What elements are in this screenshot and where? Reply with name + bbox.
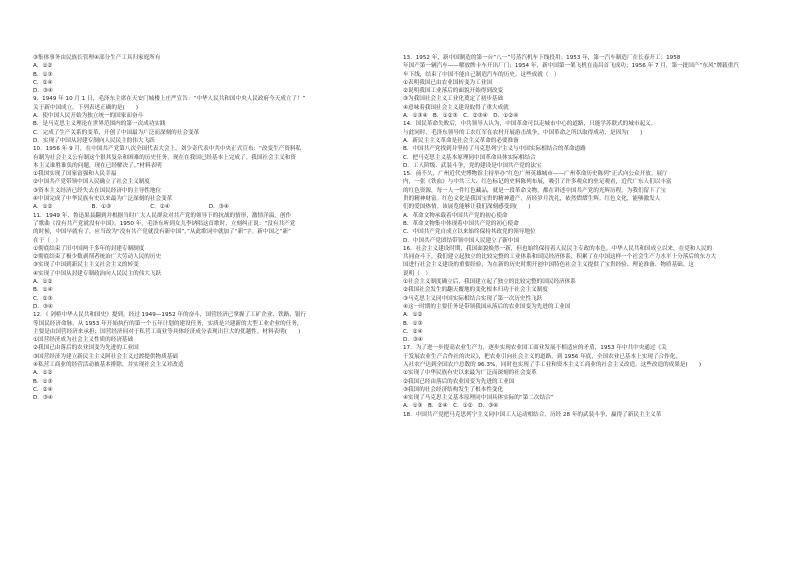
text-line: ③马克思主义同中国实际相结合实现了第一次历史性飞跃 — [403, 295, 543, 302]
text-line: A．①② — [33, 279, 53, 286]
text-line: 15．前不久，广州近代史博物馆主持举办“红色广州英雄城市——广州革命历史陈列”正式向公众开放。展厅 — [403, 171, 668, 178]
text-line: ②我国已由落后的农业国变为先进的工业国 — [33, 345, 139, 352]
text-line: B．是马克思主义理论在世界范围内的第一次成功实践 — [33, 121, 166, 128]
text-line: D．工人阶级、武装斗争，党的建设是中国共产党的法宝 — [403, 162, 542, 169]
text-line: 12．《 剑桥中华人民共和国史》提到，经过 1949—1952 年的奋斗，国营经济已掌握了工矿企业、铁路、银行 — [33, 312, 307, 319]
text-line: ③为我国社会主义工业化奠定了初步基础 — [403, 96, 504, 103]
text-line: ③国营经济为建立新民主主义阿社会主义过渡提供物质基础 — [33, 353, 178, 360]
text-line: C．②④ — [403, 328, 423, 335]
text-line: C．把马克思主义基本原理同中国革命具体实际相结合 — [403, 154, 536, 161]
text-line: 16．社会主义建设时期，我国面貌焕然一新，但也始终保持着人民民主专政的本色。中华人民共和国成立以来，在党和人民的 — [403, 245, 713, 252]
text-line: 本主义谁胜谁负的问题，现在已经解决了。”材料表明 — [33, 162, 162, 169]
text-line: ③资本主义经济已经失去在国民经济中的主导性地位 — [33, 187, 162, 194]
text-line: 17．为了进一步提高农业生产力，逐步实现农业国工商业发展不相适应的矛盾，1953 年中共中央通过《关 — [403, 345, 667, 352]
text-line: 车下线，结束了中国不能自己制造汽车的历史。这些成就（ ） — [403, 71, 560, 78]
text-line: ④中国完成了中华民族有史以来最为广泛深刻的社会变革 — [33, 196, 173, 203]
text-line: 的时候，中国早就有了，应当改为“没有共产党就没有新中国”。”从此歌词中就加了“新”字。新中国之“新” — [33, 229, 292, 236]
text-line: ④这一时期的主要任务是带领我国从落后的农业国变为先进的工业国 — [403, 303, 571, 310]
text-line: 9．1949 年 10 月 1 日，毛泽东主席在天安门城楼上庄严宣告：“中华人民共和国中央人民政府今天成立了！” — [33, 96, 306, 103]
text-line: 国进行社会主义建设的重要经验，为在新的历史时期开创中国特色社会主义提供了宝贵经验、理论准备、物质基础。这 — [403, 262, 694, 269]
text-line: 说明（ ） — [403, 270, 431, 277]
text-line: 了歌曲《没有共产党就没有中国》。1950 年，毛泽东听到女儿李讷唱这首歌时，立刻纠正说：“没有共产党 — [33, 220, 296, 227]
text-line: ②我国社会发生的翻天覆地的变化根本归功于社会主义制度 — [403, 287, 548, 294]
text-line: 11．1949 年，鲁迅果县翻到并根据当时广大人民群众对共产党的领导下的抗战的情形，激情洋溢，创作 — [33, 212, 292, 219]
text-line: D．③④ — [33, 303, 53, 310]
text-line: 内，一张《铁血》与中共三大、红色标记的史料陈列布展，吸引了许多观众的驻足观看，近代广东人们以丰富 — [403, 179, 672, 186]
text-line: 关于新中国成立，下列表述正确的是( ) — [33, 104, 139, 111]
text-line: ②说明我国工业落后的面貌开始得到改变 — [403, 88, 504, 95]
text-line: ②我国已经由落后的农业国变为先进的工业国 — [403, 378, 515, 385]
left-column — [33, 54, 381, 402]
text-line: D．中国共产党团结带领中国人民建立了新中国 — [403, 237, 520, 244]
text-line: ①彻底结束了旧中国两千多年的封建专制制度 — [33, 245, 145, 252]
text-line: ①国营经济成为社会主义性质的经济基础 — [33, 337, 134, 344]
text-line: A．①② B．①③ C．②④ D．③④ — [33, 204, 229, 211]
text-line: 于发展农业生产合作社的决议》，把农业引向社会主义的道路，到 1956 年底，全国农业已基本上实现了合作化， — [403, 353, 681, 360]
text-line: A．新民主主义革命是社会主义革命的必要准备 — [403, 137, 519, 144]
text-line: B．①③ — [33, 378, 53, 385]
text-line: B．中国共产党找到并坚持了马克思列宁主义与中国实际相结合的革命道路 — [403, 146, 586, 153]
text-line: 共同奋斗下，我们建立起独立的比较完整的工业体系和国民经济体系，积累了在中国这样一个社会生产力水平十分落后的东方大 — [403, 254, 717, 261]
text-line: ④意味着我国社会主义建设取得了重大成就 — [403, 104, 509, 111]
text-line: 们的爱国热情。该展览能够让我们深刻感受到( ) — [403, 204, 531, 211]
text-line: ④私营工商业的经营活动被基本排除，并实现社会主义对改造 — [33, 361, 184, 368]
text-line: 18．中国共产党把马克思列宁主义同中国工人运动相结合，历经 28 年的武装斗争，赢得了新民主主义革 — [403, 411, 662, 418]
text-line: C．②④ — [33, 386, 53, 393]
text-line: 10．1956 年 9 月，在中国共产党第八次全国代表大会上，刘少奇代表中共中央正式宣布：“改变生产资料私 — [33, 146, 302, 153]
text-line: 在于（ ） — [33, 237, 61, 244]
text-line: ①实现了中华民族有史以来最为广泛而深刻的社会变革 — [403, 370, 537, 377]
text-line: ②中国共产党带领中国人民确立了社会主义制度 — [33, 179, 150, 186]
text-line: D．③④ — [33, 395, 53, 402]
text-line: D．③④ — [33, 88, 53, 95]
text-line: ④实现了中国从封建专制政治向人民民主的伟大飞跃 — [33, 270, 162, 277]
text-line: C．完成了生产关系的变革，开创了中国最为广泛而深刻的社会变革 — [33, 129, 200, 136]
text-line: 有制为社会主义公有制这个很其复杂和困难的历史任务，现在在我国已经基本上完成了。我国社会主义和资 — [33, 154, 296, 161]
right-column — [403, 54, 751, 419]
text-line: B．①③ — [33, 71, 53, 78]
text-line: 入社农户达到全国农户总数的 96.3%，同时也实现了手工业和资本主义工商业的社会主义改造。这些改造的成果是( ) — [403, 361, 702, 368]
text-line: 13．1952 年，新中国制造的第一台“八一”号蒸汽机车下线投用；1953 年，第一汽车制造厂在长春开工；1958 — [403, 55, 681, 61]
text-line: B．①③ — [403, 320, 423, 327]
text-line: B．革命文物集中体现着中国共产党的初心使命 — [403, 220, 519, 227]
text-line: ③集体事务由民族长管理④部分生产工具归家庭所有 — [33, 55, 161, 61]
text-line: A．①② — [33, 63, 53, 70]
text-line: 的红色资源，每一人一件红色藏品，就是一段革命文物，都在讲述中国共产党的光辉历程，为我们留下了宝 — [403, 187, 666, 194]
text-line: ③实现了中国到新民主主义社会主义的转变 — [33, 262, 139, 269]
text-line: 年国产第一辆汽车——解放牌卡车开出厂门；1954 年，新中国第一架飞机在南昌首飞成功；1956 年 7 月，第一批国产“东风”牌载重汽 — [403, 63, 739, 70]
text-line: C．②③ — [33, 295, 53, 302]
text-line: A．①③④ B．①②③ C．②③④ D．①②④ — [403, 113, 519, 120]
text-line: A．①③ B．②④ C．①② D．③④ — [403, 403, 499, 410]
text-line: A．①② — [403, 312, 423, 319]
text-line: D．实现了中国从封建专制向人民民主的伟大飞跃 — [33, 137, 155, 144]
text-line: C．②④ — [33, 79, 53, 86]
text-line: C．中国共产党自成立以来始终保持其政党的领导地位 — [403, 229, 536, 236]
text-line: ①表明我国已由农业国转变为工业国 — [403, 79, 492, 86]
text-line: A．革命文物承载着中国共产党的初心使命 — [403, 212, 508, 219]
text-line: D．③④ — [403, 337, 423, 344]
text-line: ①社会主义制度确立后，我国建立起了独立的比较完整的国民经济体系 — [403, 279, 576, 286]
text-line: 贵的精神财富。红色文化是我国宝贵的精神遗产，历经岁月洗礼，依然熠熠生辉。红色文化，能够激发人 — [403, 196, 661, 203]
text-line: ①我国实现了国家富强和人民幸福 — [33, 171, 117, 178]
text-line: ④实现了马克思主义基本原理同中国具体实际的“第二次结合” — [403, 395, 554, 402]
text-line: ③我国的社会经济结构发生了根本性变化 — [403, 386, 504, 393]
text-line: A．①② — [33, 370, 53, 377]
text-line: 与此同时，毛泽东领导的工农红军在农村开展游击战争，中国革命之所以取得成功，是因为( ) — [403, 129, 643, 136]
text-line: ②彻底结束了极少数剥削者统治广大劳动人民的历史 — [33, 254, 162, 261]
text-line: 主要是由国营经济来承担；国营经济同对于私营工商业等具体经济成分表现出巨大的优越性。材料表明( ) — [33, 328, 301, 335]
text-line: 14．国民革命失败后，中共领导人认为，中国革命可以走城市中心的道路，只能学苏联式的城市起义。 — [403, 121, 657, 128]
text-line: A．使中国人民开始为独立统一的国家而奋斗 — [33, 113, 144, 120]
text-line: B．①④ — [33, 287, 53, 294]
text-line: 等国民经济命脉。从 1953 年开始执行的第一个五年计划的建设任务，实质是兴建新的大型工业企业的任务， — [33, 320, 303, 327]
